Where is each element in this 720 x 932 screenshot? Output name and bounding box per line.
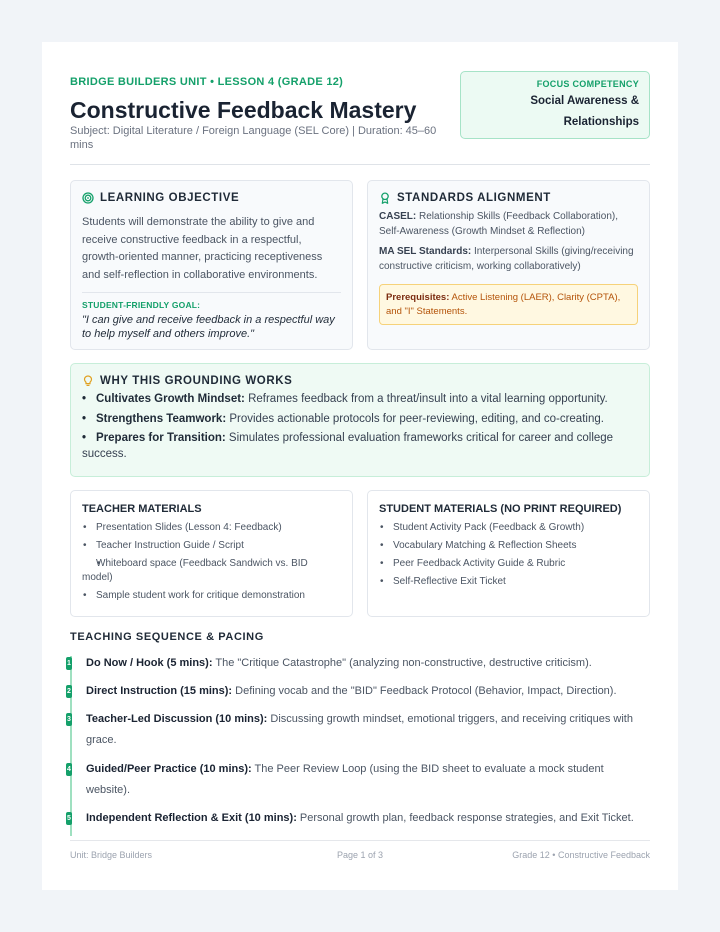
casel-standard [379,210,638,239]
student-materials-title: STUDENT MATERIALS (NO PRINT REQUIRED) [379,503,622,515]
footer-right: Grade 12 • Constructive Feedback [512,850,650,860]
step-text: Personal growth plan, feedback response strategies, and Exit Ticket. [296,812,634,824]
award-icon [379,192,391,204]
why-grounding-card [70,363,650,477]
goal-divider [82,292,341,293]
footer-page-number: Page 1 of 3 [336,850,384,860]
why-item-text: Reframes feedback from a threat/insult into a vital learning opportunity. [244,393,608,405]
objective-heading [82,192,341,204]
step-label: Do Now / Hook (5 mins): [86,657,213,669]
step-label: Direct Instruction (15 mins): [86,685,233,697]
objective-text: Students will demonstrate the ability to give and receive constructive feedback in a respectful, growth-oriented manner, practicing receptiveness and self-reflection in collaborative environments. [82,216,323,281]
goal-text: "I can give and receive feedback in a respectful way to help myself and others improve." [82,314,335,340]
step-number: 3 [66,713,72,726]
step-label: Teacher-Led Discussion (10 mins): [86,713,268,725]
sequence-step [67,681,650,702]
sequence-step [67,759,650,801]
ma-text: Interpersonal Skills (giving/receiving constructive criticism, working collaboratively) [379,246,634,272]
why-item-text: Simulates professional evaluation frameworks critical for career and college success. [82,432,614,460]
focus-value [461,91,639,133]
prerequisites-box [379,284,638,325]
objective-title: LEARNING OBJECTIVE [100,192,240,204]
goal-label: STUDENT-FRIENDLY GOAL: [82,300,201,310]
header-divider [70,164,650,165]
teacher-materials-list [82,521,341,603]
header [70,70,650,166]
lightbulb-icon [82,375,94,387]
list-item: • Whiteboard space (Feedback Sandwich vs. BID model) [82,557,341,585]
standards-card [367,180,650,350]
standards-title: STANDARDS ALIGNMENT [397,192,551,204]
why-item [82,391,638,407]
student-materials-list [379,521,638,589]
list-item: • Teacher Instruction Guide / Script [82,539,341,553]
why-item [82,411,638,427]
step-number: 5 [66,812,72,825]
sequence-step [67,808,650,829]
focus-label: FOCUS COMPETENCY [536,79,639,89]
ma-label: MA SEL Standards: [379,246,472,257]
list-item: • Presentation Slides (Lesson 4: Feedback) [82,521,341,535]
casel-label: CASEL: [379,211,417,222]
list-item: • Peer Feedback Activity Guide & Rubric [379,557,638,571]
why-item-label: Prepares for Transition: [96,432,226,444]
step-label: Guided/Peer Practice (10 mins): [86,763,252,775]
focus-value-line-1: Social Awareness & [530,95,639,107]
step-number: 1 [66,657,72,670]
teacher-materials-card [70,490,353,617]
why-item-label: Strengthens Teamwork: [96,412,227,425]
step-text: Discussing growth mindset, emotional triggers, and receiving critiques with grace. [86,713,633,746]
unit-line: BRIDGE BUILDERS UNIT • LESSON 4 (GRADE 12) [70,76,344,88]
sequence-title: TEACHING SEQUENCE & PACING [70,631,264,643]
prereq-label: Prerequisites: [386,292,450,303]
student-materials-card [367,490,650,617]
ma-sel-standard [379,245,638,274]
footer-left: Unit: Bridge Builders [70,850,153,860]
why-item [82,430,638,462]
page-title: Constructive Feedback Mastery [70,97,417,123]
why-title: WHY THIS GROUNDING WORKS [100,375,293,387]
step-text: The "Critique Catastrophe" (analyzing non-constructive, destructive criticism). [212,657,592,669]
step-number: 2 [66,685,72,698]
list-item: • Self-Reflective Exit Ticket [379,575,638,589]
why-item-label: Cultivates Growth Mindset: [96,393,245,405]
focus-competency-box [460,71,650,139]
prereq-text: Active Listening (LAER), Clarity (CPTA), and "I" Statements. [386,292,621,317]
standards-heading [379,192,638,204]
sequence-step [67,709,650,751]
focus-value-line-2: Relationships [563,116,639,128]
list-item: • Sample student work for critique demonstration [82,589,341,603]
casel-text: Relationship Skills (Feedback Collaboration), Self-Awareness (Growth Mindset & Reflection) [379,211,618,237]
step-label: Independent Reflection & Exit (10 mins): [86,812,297,824]
teacher-materials-title: TEACHER MATERIALS [82,503,202,515]
timeline-line [70,656,72,836]
subtitle: Subject: Digital Literature / Foreign Language (SEL Core) | Duration: 45–60 mins [70,125,437,151]
footer-divider [70,840,650,841]
step-text: The Peer Review Loop (using the BID sheet to evaluate a mock student website). [86,763,604,796]
list-item: • Vocabulary Matching & Reflection Sheets [379,539,638,553]
lesson-plan-page [42,42,678,890]
why-item-text: Provides actionable protocols for peer-reviewing, editing, and co-creating. [226,412,604,425]
step-text: Defining vocab and the "BID" Feedback Protocol (Behavior, Impact, Direction). [232,685,617,697]
target-icon [82,192,94,204]
list-item: • Student Activity Pack (Feedback & Growth) [379,521,638,535]
why-list [82,391,638,462]
step-number: 4 [66,763,72,776]
sequence-step [67,653,650,674]
why-heading [82,375,638,387]
learning-objective-card [70,180,353,350]
